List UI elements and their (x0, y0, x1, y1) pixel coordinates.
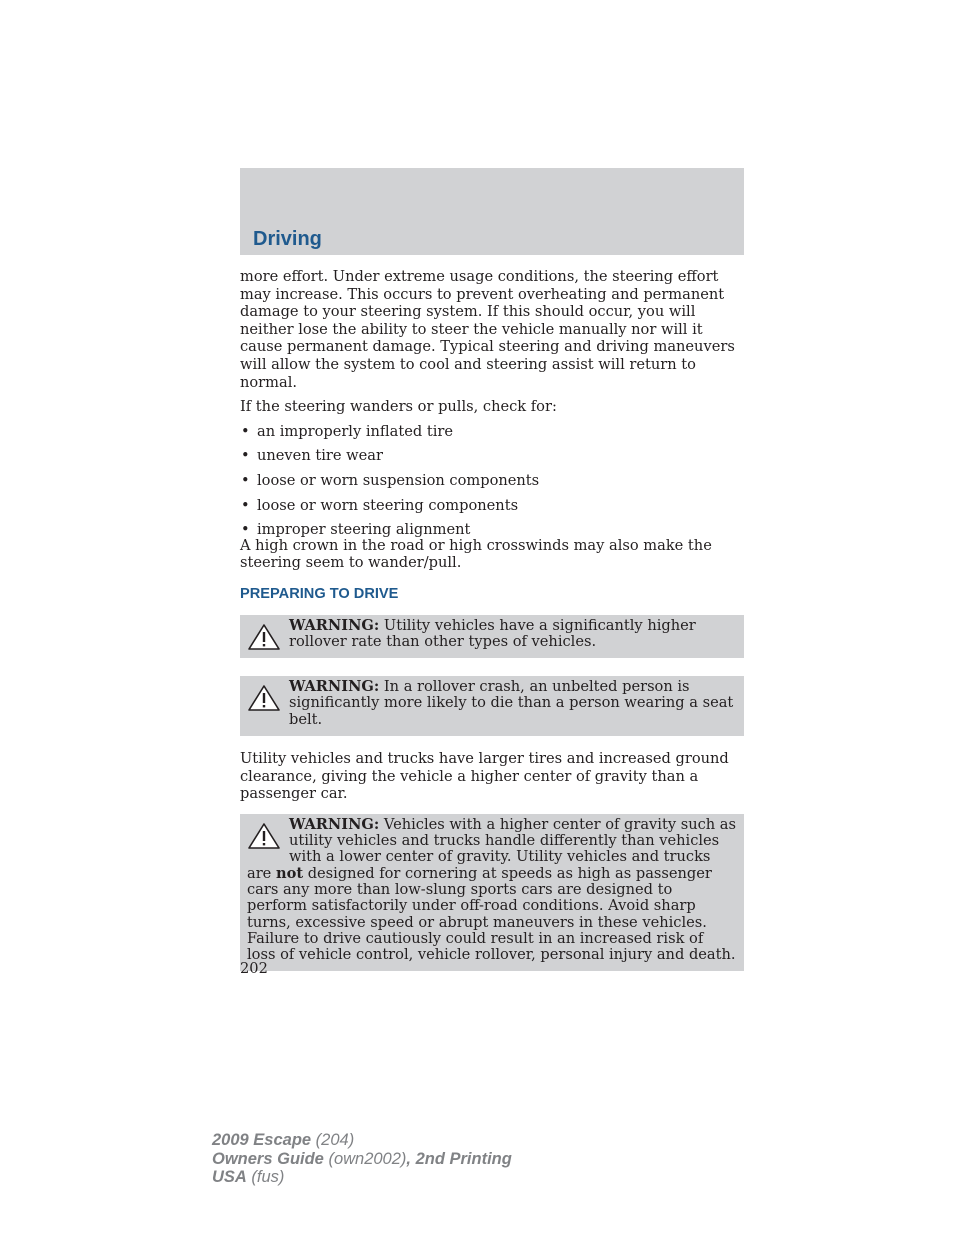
warning-emphasis: not (275, 864, 304, 882)
footer-market-code: (fus) (246, 1168, 285, 1186)
list-item: • improper steering alignment (240, 521, 744, 539)
warning-label: WARNING: (289, 678, 380, 696)
list-item: • loose or worn suspension components (240, 472, 744, 490)
intro-paragraph: more effort. Under extreme usage conditions, the steering effort may increase. This occurs to prevent overheating and permanent damage to your steering system. If this should occur, you will neither lose the ability to steer the vehicle manually nor will it cause permanent damage. Typical steering and driving maneuvers will allow the system to cool and steering assist will return to normal. (240, 268, 735, 391)
warning-text: designed for cornering at speeds as high as passenger cars any more than low-slung sports cars are designed to perform satisfactorily under off-road conditions. Avoid sharp turns, excessive speed or abrupt maneuvers in these vehicles. Failure to drive cautiously could result in an increased risk of loss of vehicle control, vehicle rollover, personal injury and death. (247, 864, 736, 964)
section-header-band (240, 168, 744, 255)
warning-triangle-icon (247, 623, 281, 651)
warning-text: Vehicles with a higher center of gravity such as utility vehicles and trucks handle differently than vehicles with a lower center of gravity. Utility vehicles and trucks are (247, 815, 736, 882)
page-content (240, 268, 744, 989)
warning-label: WARNING: (289, 616, 380, 634)
section-heading: PREPARING TO DRIVE (240, 585, 399, 602)
page-number: 202 (240, 960, 268, 977)
list-item: • an improperly inflated tire (240, 423, 744, 441)
footer-model-code: (204) (311, 1131, 355, 1149)
check-intro: If the steering wanders or pulls, check for: (240, 398, 557, 416)
warning-label: WARNING: (289, 815, 380, 833)
crown-paragraph: A high crown in the road or high crosswinds may also make the steering seem to wander/pull. (240, 536, 712, 572)
footer-guide-code: (own2002) (323, 1149, 407, 1168)
footer-printing: , 2nd Printing (406, 1149, 512, 1168)
warning-box-rollover (240, 615, 744, 659)
footer-market: USA (212, 1168, 247, 1186)
section-title: Driving (253, 228, 322, 250)
warning-box-seatbelt (240, 676, 744, 736)
warning-triangle-icon (247, 822, 281, 850)
gravity-paragraph: Utility vehicles and trucks have larger tires and increased ground clearance, giving the vehicle a higher center of gravity than a passenger car. (240, 749, 729, 803)
warning-text: Utility vehicles have a significantly higher rollover rate than other types of vehicles. (289, 616, 696, 650)
document-footer (212, 1131, 512, 1187)
warning-text: In a rollover crash, an unbelted person is significantly more likely to die than a person wearing a seat belt. (289, 678, 734, 728)
footer-guide: Owners Guide (212, 1149, 324, 1168)
check-list (240, 423, 744, 539)
list-item: • uneven tire wear (240, 447, 744, 465)
footer-model: 2009 Escape (212, 1131, 312, 1149)
list-item: • loose or worn steering components (240, 497, 744, 515)
warning-triangle-icon (247, 684, 281, 712)
warning-box-center-of-gravity (240, 814, 744, 972)
